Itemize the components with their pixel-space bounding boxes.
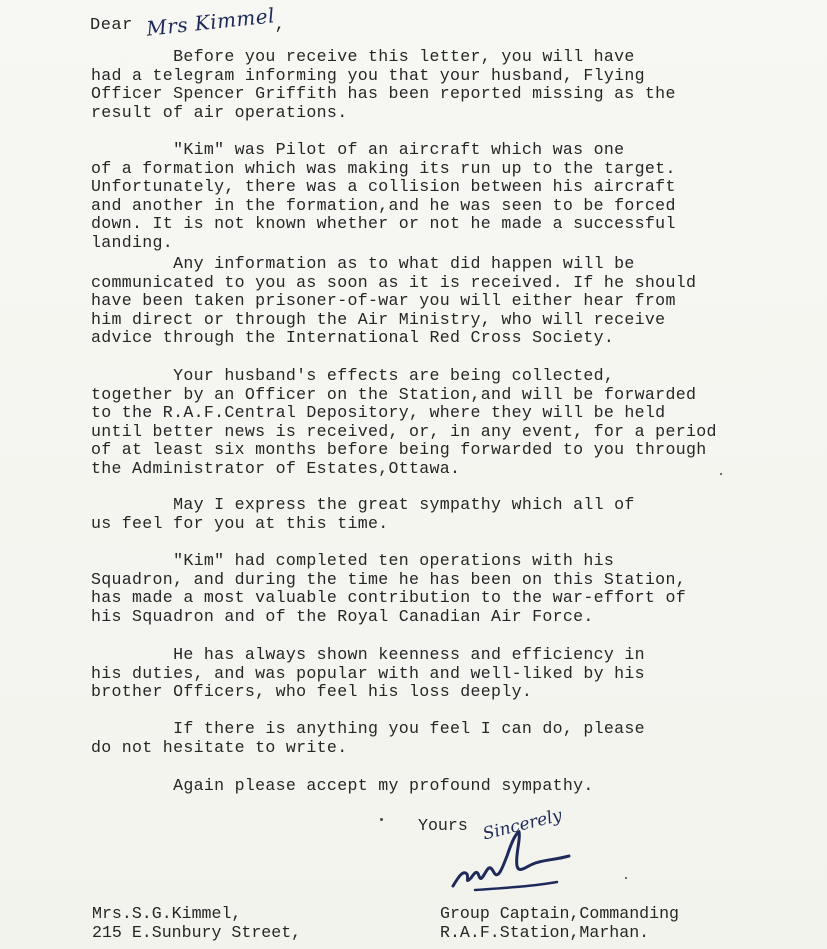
- salutation: Dear Mrs Kimmel,: [90, 3, 286, 41]
- paragraph-8: If there is anything you feel I can do, please do not hesitate to write.: [91, 719, 645, 757]
- paragraph-3: Any information as to what did happen will be communicated to you as soon as it is received. If he should have been taken prisoner-of-war you will either hear from him direct or through the Air Ministry, who will receive advice through the International Red Cross Society.: [91, 254, 697, 348]
- closing-handwritten: Sincerely: [480, 805, 564, 845]
- paragraph-1: Before you receive this letter, you will have had a telegram informing you that your husband, Flying Officer Spencer Griffith has been reported missing as the result of air operations.: [91, 47, 676, 122]
- salutation-text: Dear: [90, 16, 133, 35]
- paragraph-9: Again please accept my profound sympathy.: [91, 776, 594, 795]
- paper-speck: [625, 877, 627, 879]
- sender-block: Group Captain,Commanding R.A.F.Station,Marhan.: [440, 904, 679, 942]
- paper-speck: [720, 473, 722, 475]
- paragraph-7: He has always shown keenness and efficiency in his duties, and was popular with and well-liked by his brother Officers, who feel his loss deeply.: [91, 645, 645, 702]
- recipient-address: Mrs.S.G.Kimmel, 215 E.Sunbury Street,: [92, 904, 302, 942]
- paragraph-2: "Kim" was Pilot of an aircraft which was one of a formation which was making its run up to the target. Unfortunately, there was a collision between his aircraft and another in the formation,and he was seen to be forced down. It is not known whether or not he made a successful landing.: [91, 140, 676, 252]
- paragraph-4: Your husband's effects are being collected, together by an Officer on the Station,and will be forwarded to the R.A.F.Central Depository, where they will be held until better news is received, or, in any event, for a period of at least six months before being forwarded to you through the Administrator of Estates,Ottawa.: [91, 366, 717, 478]
- paragraph-6: "Kim" had completed ten operations with his Squadron, and during the time he has been on this Station, has made a most valuable contribution to the war-effort of his Squadron and of the Royal Canadian Air Force.: [91, 551, 686, 626]
- paper-speck: [380, 818, 383, 821]
- salutation-handwritten-name: Mrs Kimmel: [144, 3, 276, 41]
- paragraph-5: May I express the great sympathy which all of us feel for you at this time.: [91, 495, 635, 533]
- signature-image: [445, 826, 575, 896]
- closing-text: Yours: [418, 816, 468, 835]
